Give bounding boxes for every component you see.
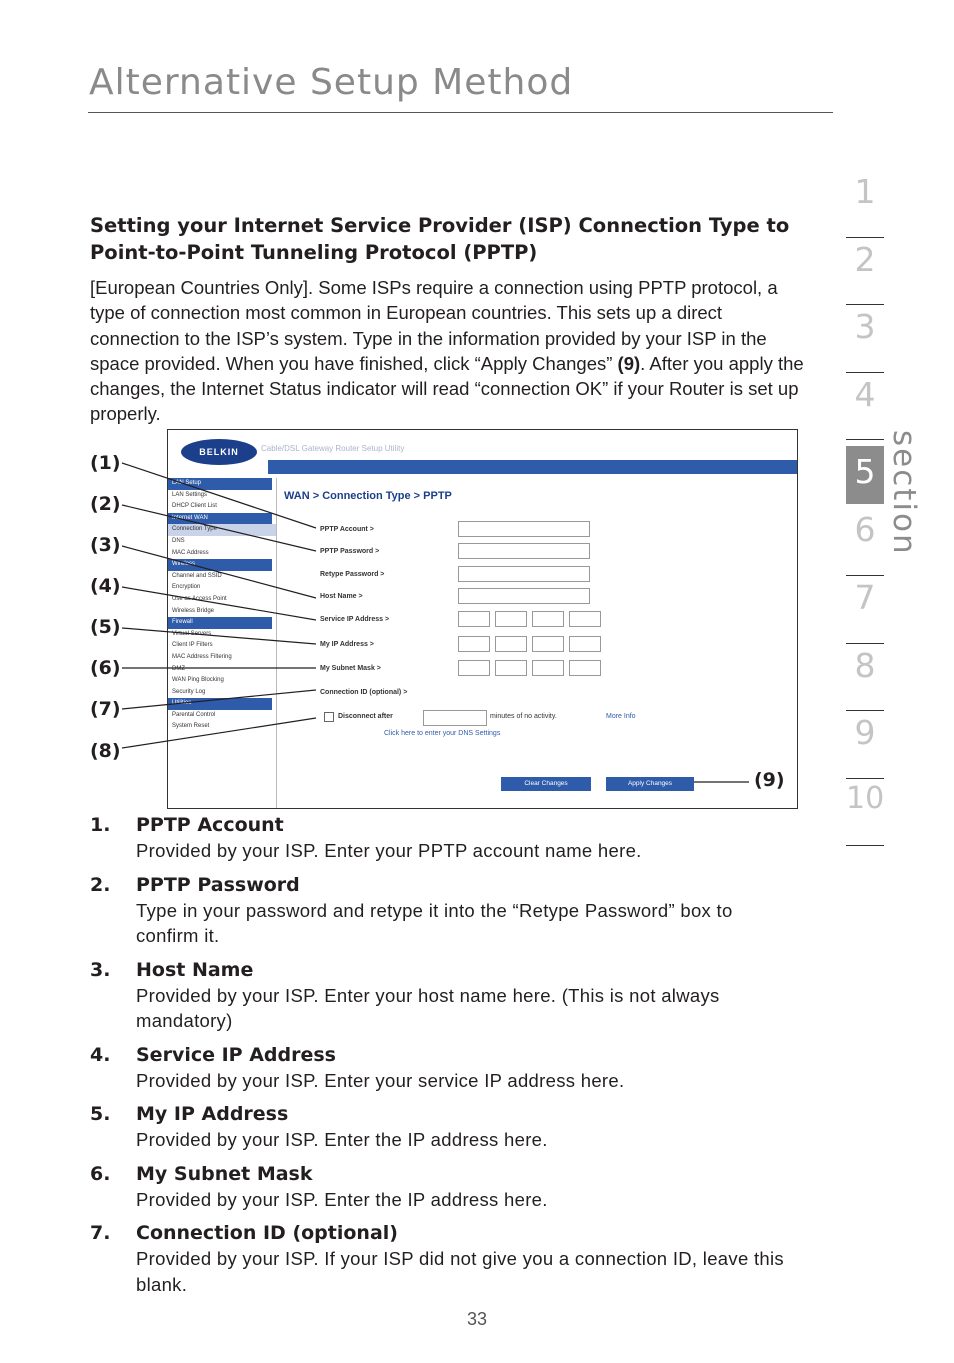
section-nav-number: 3 bbox=[854, 307, 876, 347]
service-ip-box bbox=[458, 611, 490, 627]
section-nav bbox=[846, 170, 884, 846]
list-item bbox=[90, 812, 800, 864]
section-nav-number: 1 bbox=[854, 172, 876, 211]
section-nav-item bbox=[846, 305, 884, 373]
sidebar-category: Utilities bbox=[168, 698, 272, 710]
callout-label: (2) bbox=[90, 493, 121, 515]
more-info-link: More Info bbox=[606, 713, 636, 720]
list-item-title: My Subnet Mask bbox=[136, 1162, 313, 1185]
page-number: 33 bbox=[466, 1309, 488, 1329]
service-ip-box bbox=[495, 611, 527, 627]
my-ip-box bbox=[458, 636, 490, 652]
list-item-number: 3. bbox=[90, 958, 111, 981]
list-item bbox=[90, 1042, 800, 1094]
list-item-description: Type in your password and retype it into the “Retype Password” box to confirm it. bbox=[136, 899, 733, 946]
intro-text-2: . After you apply the changes, the Internet Status indicator will read “connection OK” if your Router is set up properly. bbox=[90, 352, 804, 425]
callout-label: (7) bbox=[90, 698, 121, 720]
list-item-title: Connection ID (optional) bbox=[136, 1222, 398, 1244]
field-label-retype-password: Retype Password > bbox=[320, 571, 385, 578]
page-header-title: Alternative Setup Method bbox=[89, 62, 574, 103]
list-item bbox=[90, 1161, 800, 1213]
subnet-box bbox=[458, 660, 490, 676]
field-label-pptp-account: PPTP Account > bbox=[320, 526, 374, 533]
dns-settings-link: Click here to enter your DNS Settings bbox=[384, 730, 501, 737]
field-label-service-ip: Service IP Address > bbox=[320, 616, 390, 623]
sidebar-item: DMZ bbox=[172, 665, 185, 672]
section-nav-number: 7 bbox=[854, 577, 876, 617]
sidebar-item: Client IP Filters bbox=[172, 642, 213, 649]
pptp-password-input bbox=[458, 543, 590, 559]
section-nav-item bbox=[846, 508, 884, 576]
section-nav-divider bbox=[846, 439, 884, 440]
list-item bbox=[90, 957, 800, 1034]
callout-label: (3) bbox=[90, 534, 121, 556]
section-nav-number: 9 bbox=[854, 713, 876, 753]
sidebar-item: Channel and SSID bbox=[172, 572, 222, 579]
list-item-number: 1. bbox=[90, 814, 111, 836]
header-divider bbox=[88, 112, 833, 113]
list-item-title: PPTP Password bbox=[136, 873, 300, 896]
sidebar-item: MAC Address Filtering bbox=[172, 653, 232, 660]
list-item-description: Provided by your ISP. Enter your PPTP account name here. bbox=[136, 840, 642, 861]
section-heading: Setting your Internet Service Provider (ISP) Connection Type to Point-to-Point Tunneling Protocol (PPTP) bbox=[90, 214, 790, 264]
field-label-connection-id: Connection ID (optional) > bbox=[320, 689, 408, 696]
list-item bbox=[90, 1220, 800, 1297]
list-item-title: Service IP Address bbox=[136, 1043, 336, 1066]
pptp-account-input bbox=[458, 521, 590, 537]
list-item-number: 5. bbox=[90, 1103, 111, 1125]
list-item-title: Host Name bbox=[136, 958, 254, 981]
intro-paragraph bbox=[90, 275, 805, 427]
list-item-description: Provided by your ISP. If your ISP did not give you a connection ID, leave this blank. bbox=[136, 1248, 784, 1295]
sidebar-item: WAN Ping Blocking bbox=[172, 677, 224, 684]
intro-text-1: [European Countries Only]. Some ISPs require a connection using PPTP protocol, a type of connection most common in European countries. This sets up a direct connection to the ISP’s system. Type in the information provided by your ISP in the space provided. When you have finished, click “Apply Changes” bbox=[90, 277, 778, 374]
list-item-description: Provided by your ISP. Enter your service IP address here. bbox=[136, 1069, 625, 1091]
list-item bbox=[90, 872, 800, 949]
list-item bbox=[90, 1101, 800, 1153]
sidebar-category: Firewall bbox=[168, 617, 272, 629]
section-nav-number: 4 bbox=[854, 374, 876, 414]
my-ip-box bbox=[532, 636, 564, 652]
list-item-number: 2. bbox=[90, 873, 111, 896]
sidebar-item: Virtual Servers bbox=[172, 630, 212, 637]
disconnect-after-text: minutes of no activity. bbox=[490, 713, 557, 720]
figure-topbar bbox=[168, 430, 797, 464]
host-name-input bbox=[458, 588, 590, 604]
callout-label: (4) bbox=[90, 575, 121, 597]
sidebar-item: Security Log bbox=[172, 688, 206, 695]
section-nav-item bbox=[846, 711, 884, 779]
list-item-description: Provided by your ISP. Enter the IP address here. bbox=[136, 1129, 548, 1150]
callout-label: (9) bbox=[754, 769, 785, 791]
service-ip-box bbox=[569, 611, 601, 627]
apply-changes-button: Apply Changes bbox=[606, 777, 694, 791]
my-ip-box bbox=[495, 636, 527, 652]
section-nav-number: 5 bbox=[854, 452, 876, 492]
callout-label: (6) bbox=[90, 657, 121, 679]
list-item-title: PPTP Account bbox=[136, 814, 284, 836]
sidebar-item: Wireless Bridge bbox=[172, 607, 215, 614]
my-ip-box bbox=[569, 636, 601, 652]
subnet-box bbox=[569, 660, 601, 676]
sidebar-category: Wireless bbox=[168, 559, 272, 571]
field-label-host-name: Host Name > bbox=[320, 593, 363, 600]
section-nav-item bbox=[846, 373, 884, 441]
list-item-number: 7. bbox=[90, 1222, 111, 1244]
figure-setup-title: Cable/DSL Gateway Router Setup Utility bbox=[261, 444, 405, 453]
sidebar-item: LAN Settings bbox=[172, 491, 208, 498]
field-label-pptp-password: PPTP Password > bbox=[320, 548, 380, 555]
list-item-number: 4. bbox=[90, 1043, 111, 1066]
clear-changes-button: Clear Changes bbox=[501, 777, 591, 791]
sidebar-item: Encryption bbox=[172, 584, 201, 591]
belkin-logo: BELKIN bbox=[181, 439, 257, 465]
figure-top-links: Home | Help | Logout Internet Status bbox=[613, 493, 727, 500]
sidebar-item: Use as Access Point bbox=[172, 595, 227, 602]
callout-label: (5) bbox=[90, 616, 121, 638]
disconnect-minutes-input bbox=[423, 710, 487, 726]
section-nav-number: 8 bbox=[854, 645, 876, 685]
list-item-description: Provided by your ISP. Enter your host name here. (This is not always mandatory) bbox=[136, 984, 720, 1031]
disconnect-checkbox bbox=[324, 712, 334, 722]
retype-password-input bbox=[458, 566, 590, 582]
list-item-description: Provided by your ISP. Enter the IP address here. bbox=[136, 1188, 548, 1210]
section-nav-item bbox=[846, 576, 884, 644]
section-nav-item bbox=[846, 779, 884, 847]
section-nav-number: 6 bbox=[854, 510, 876, 550]
subnet-box bbox=[532, 660, 564, 676]
sidebar-category: Internet WAN bbox=[168, 513, 272, 525]
section-nav-item bbox=[846, 170, 884, 238]
intro-ref: (9) bbox=[617, 352, 641, 374]
figure-sidebar bbox=[168, 478, 277, 808]
callout-label: (1) bbox=[90, 452, 121, 474]
sidebar-item: Parental Control bbox=[172, 711, 216, 718]
section-nav-number: 2 bbox=[854, 239, 876, 279]
disconnect-label: Disconnect after bbox=[338, 713, 393, 720]
subnet-box bbox=[495, 660, 527, 676]
callout-label: (8) bbox=[90, 740, 121, 762]
list-item-number: 6. bbox=[90, 1162, 111, 1185]
section-nav-item bbox=[846, 238, 884, 306]
field-label-subnet: My Subnet Mask > bbox=[320, 665, 381, 672]
sidebar-category: LAN Setup bbox=[168, 478, 272, 490]
section-nav-item bbox=[846, 644, 884, 712]
list-item-title: My IP Address bbox=[136, 1103, 289, 1125]
sidebar-item: MAC Address bbox=[172, 549, 209, 556]
section-nav-item bbox=[846, 446, 884, 504]
sidebar-item: System Reset bbox=[172, 723, 210, 730]
section-nav-number: 10 bbox=[846, 780, 885, 816]
sidebar-item: DNS bbox=[172, 537, 185, 544]
figure-page-title: WAN > Connection Type > PPTP bbox=[284, 490, 452, 502]
sidebar-item: Connection Type bbox=[168, 524, 276, 536]
field-label-my-ip: My IP Address > bbox=[320, 641, 374, 648]
field-description-list bbox=[90, 812, 800, 1305]
sidebar-item: DHCP Client List bbox=[172, 503, 217, 510]
section-label bbox=[886, 430, 922, 556]
service-ip-box bbox=[532, 611, 564, 627]
section-nav-divider bbox=[846, 845, 884, 846]
section-label-text: section bbox=[886, 430, 922, 556]
router-screenshot bbox=[167, 429, 798, 809]
